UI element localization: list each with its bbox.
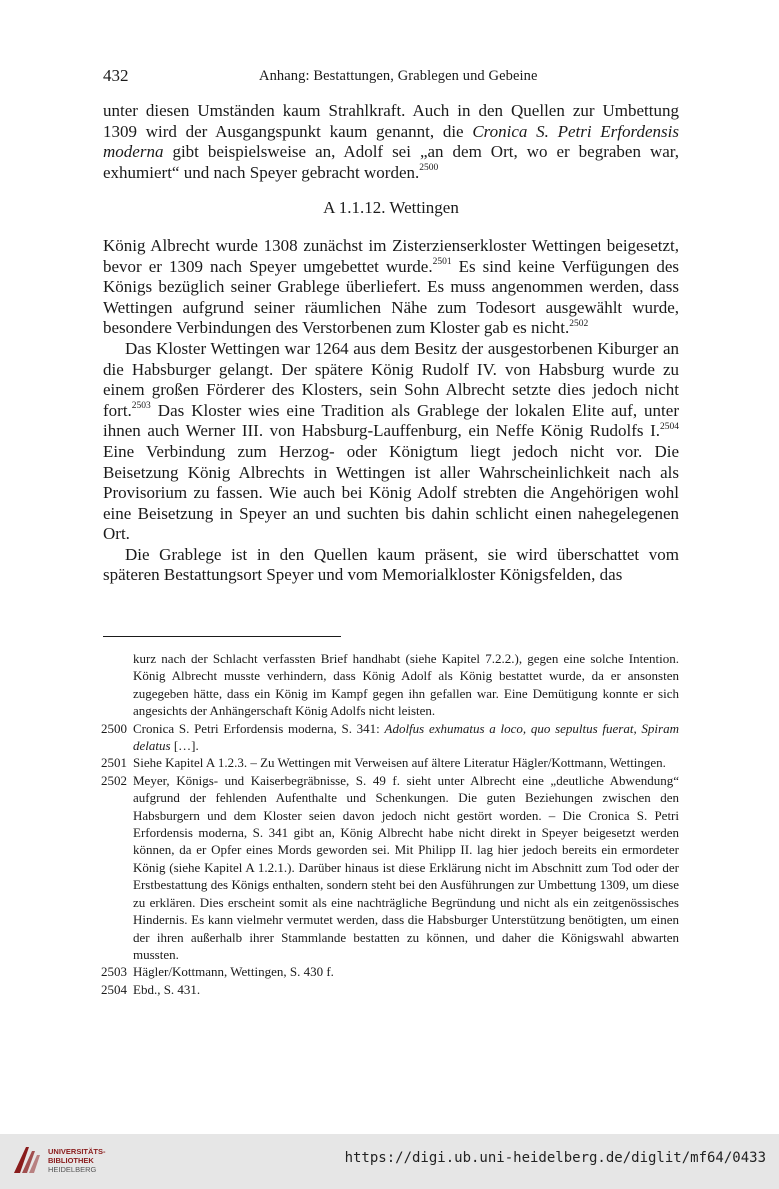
paragraph-3: Das Kloster Wettingen war 1264 aus dem Besitz der ausgestorbenen Kiburger an die Habsburger gelangt. Der spätere König Rudolf IV. von Habsburg wurde zu einem großen Förderer des Klosters, sein Sohn Albrecht setzte dies jedoch nicht fort.$^{2503}$ Das Kloster wies eine Tradition als Grablege der lokalen Elite auf, unter ihnen auch Werner III. von Habsburg-Lauffenburg, ein Neffe König Rudolfs I.$^{2504}$ Eine Verbindung zum Herzog- oder Königtum liegt jedoch nicht vor. Die Beisetzung König Albrechts in Wettingen ist aller Wahrscheinlichkeit nach als Provisorium zu fassen. Wie auch bei König Adolf strebten die Angehörigen wohl eine Beisetzung in Speyer an und suchten bis dahin schlicht einen nahegelegenen Ort. [103, 338, 679, 544]
footnote-divider [103, 636, 341, 637]
footnote-number: 2502 [101, 772, 127, 788]
paragraph-4: Die Grablege ist in den Quellen kaum präsent, sie wird überschattet vom späteren Bestattungsort Speyer und vom Memorialkloster Königsfelden, das [103, 544, 679, 585]
footnote-2503: 2503 Hägler/Kottmann, Wettingen, S. 430 f. [101, 964, 334, 980]
footnote-ref[interactable]: 2504 [660, 421, 679, 432]
footer-bar [0, 1134, 779, 1189]
footnote-ref[interactable]: 2502 [569, 318, 589, 329]
footnote-ref[interactable]: 2501 [432, 256, 452, 267]
digital-url[interactable]: https://digi.ub.uni-heidelberg.de/diglit/mf64/0433 [344, 1150, 766, 1166]
running-title: Anhang: Bestattungen, Grablegen und Gebeine [259, 68, 538, 84]
main-text [103, 101, 679, 586]
source-title: Cronica S. Petri Erfordensis moderna [103, 121, 679, 162]
library-logo[interactable] [12, 1141, 122, 1181]
footnote-number: 2500 [101, 720, 127, 736]
paragraph-1: unter diesen Umständen kaum Strahlkraft. Auch in den Quellen zur Umbettung 1309 wird der Ausgangspunkt kaum genannt, die Cronica S. Petri Erfordensis moderna gibt beispielsweise an, Adolf sei „an dem Ort, wo er begraben war, exhumiert“ und nach Speyer gebracht worden.$^{2500}$ [103, 101, 679, 182]
footnote-number: 2504 [101, 981, 127, 997]
footnotes [103, 650, 679, 998]
footnote-2502: 2502 Meyer, Königs- und Kaiserbegräbnisse, S. 49 f. sieht unter Albrecht eine „deutliche Abwendung“ aufgrund der fehlenden Aufenthalte und Schenkungen. Die guten Beziehungen zwischen den Habsburgern und dem Kloster seien davon jedoch nicht gestört worden. – Die Cronica S. Petri Erfordensis moderna, S. 341 gibt an, König Albrecht habe nicht direkt in Speyer beigesetzt werden können, da er Opfer eines Mords geworden sei. Mit Philipp II. lag hier jedoch bereits ein ermordeter König (siehe Kapitel A 1.2.1.). Darüber hinaus ist diese Erklärung nicht im Abschnitt zum Tod oder der Erstbestattung des Königs enthalten, sondern steht bei den Ausführungen zur Umbettung 1309, um diese zu erklären. Dies erscheint somit als eine nachträgliche Begründung und nicht als ein zeitgenössisches Hindernis. Es kann vielmehr vermutet werden, dass die Habsburger Unterstützung benötigten, um einen der ihren außerhalb ihrer Stammlande bestatten zu können, und daher die Königswahl abwarten mussten. [101, 772, 679, 962]
section-heading: A 1.1.12. Wettingen [323, 198, 459, 218]
footnote-number: 2501 [101, 755, 127, 771]
footnote-2504: 2504 Ebd., S. 431. [101, 981, 201, 997]
footnote-2500: 2500 Cronica S. Petri Erfordensis moderna, S. 341: Adolfus exhumatus a loco, quo sepultus fuerat, Spiram delatus […]. [101, 720, 679, 754]
logo-text: UNIVERSITÄTS- BIBLIOTHEK HEIDELBERG [48, 1147, 106, 1174]
footnote-2501: 2501 Siehe Kapitel A 1.2.3. – Zu Wettingen mit Verweisen auf ältere Literatur Hägler/Kottmann, Wettingen. [101, 755, 666, 771]
footnote-ref[interactable]: 2503 [131, 401, 151, 412]
library-seal-icon [12, 1143, 42, 1177]
page-header [103, 66, 679, 88]
paragraph-2: König Albrecht wurde 1308 zunächst im Zisterzienserkloster Wettingen beigesetzt, bevor er 1309 nach Speyer umgebettet wurde.$^{2501}$ Es sind keine Verfügungen des Königs bezüglich seiner Grablege überliefert. Es muss angenommen werden, dass Wettingen aufgrund seiner räumlichen Nähe zum Todesort ausgewählt wurde, besondere Verbindungen des Verstorbenen zum Kloster gab es nicht.$^{2502}$ [103, 235, 679, 338]
footnote-number: 2503 [101, 964, 127, 980]
page-number: 432 [103, 66, 129, 85]
footnote-continuation: kurz nach der Schlacht verfassten Brief handhabt (siehe Kapitel 7.2.2.), gegen eine solche Intention. König Albrecht musste verhindern, dass König Adolf als König bestattet wurde, da er ansonsten zugegeben hätte, dass ein König im Kampf gegen ihn gefallen war. Eine Demütigung konnte er sich angesichts der Anhängerschaft König Adolfs nicht leisten. [133, 651, 679, 719]
footnote-ref[interactable]: 2500 [419, 163, 439, 174]
